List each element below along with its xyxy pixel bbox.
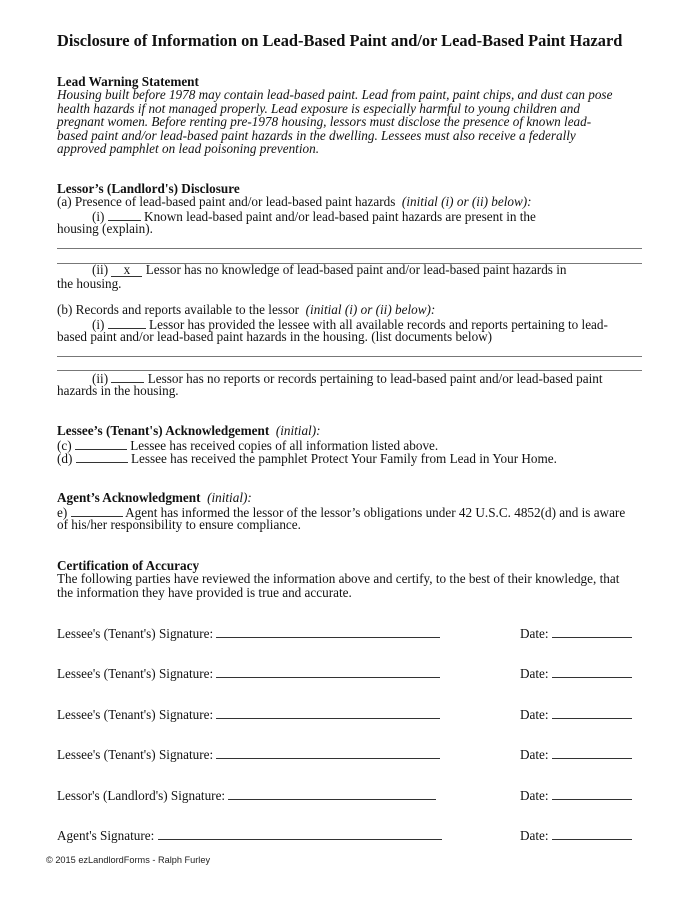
d-initial-field[interactable] bbox=[76, 451, 128, 463]
a-ii-text-cont: the housing. bbox=[57, 276, 122, 291]
signature-row-lessee-3 bbox=[57, 707, 440, 722]
signature-label: Lessee's (Tenant's) Signature: bbox=[57, 626, 214, 641]
signature-field[interactable] bbox=[216, 747, 440, 759]
agent-ack-heading-line bbox=[57, 491, 252, 505]
e-prefix: e) bbox=[57, 505, 68, 520]
signature-row-lessee-2 bbox=[57, 666, 440, 681]
a-i-prefix: (i) bbox=[92, 209, 105, 224]
lead-warning-line: approved pamphlet on lead poisoning prevention. bbox=[57, 141, 319, 156]
explain-line-1[interactable] bbox=[57, 248, 642, 249]
document-title: Disclosure of Information on Lead-Based Paint and/or Lead-Based Paint Hazard bbox=[57, 31, 623, 50]
signature-field[interactable] bbox=[216, 666, 440, 678]
date-label: Date: bbox=[520, 747, 549, 762]
section-b-instruction: (initial (i) or (ii) below): bbox=[305, 302, 436, 317]
c-text: Lessee has received copies of all information listed above. bbox=[130, 438, 439, 453]
signature-label: Lessee's (Tenant's) Signature: bbox=[57, 707, 214, 722]
date-field[interactable] bbox=[552, 626, 632, 638]
date-label: Date: bbox=[520, 707, 549, 722]
signature-label: Lessee's (Tenant's) Signature: bbox=[57, 747, 214, 762]
d-prefix: (d) bbox=[57, 451, 73, 466]
signature-field[interactable] bbox=[228, 788, 436, 800]
signature-row-agent bbox=[57, 828, 442, 843]
b-i-initial-field[interactable] bbox=[108, 317, 146, 329]
d-text: Lessee has received the pamphlet Protect Your Family from Lead in Your Home. bbox=[130, 451, 557, 466]
c-initial-field[interactable] bbox=[75, 438, 127, 450]
lessee-ack-instruction: (initial): bbox=[275, 423, 321, 438]
date-row bbox=[520, 666, 632, 681]
lessee-ack-heading-line bbox=[57, 424, 321, 438]
signature-row-lessor bbox=[57, 788, 436, 803]
date-label: Date: bbox=[520, 788, 549, 803]
certification-line: The following parties have reviewed the information above and certify, to the best of their knowledge, that bbox=[57, 571, 620, 586]
date-field[interactable] bbox=[552, 788, 632, 800]
a-i-text-cont: housing (explain). bbox=[57, 221, 153, 236]
agent-ack-instruction: (initial): bbox=[207, 490, 252, 505]
date-row bbox=[520, 788, 632, 803]
date-row bbox=[520, 626, 632, 641]
signature-label: Lessee's (Tenant's) Signature: bbox=[57, 666, 214, 681]
agent-ack-heading: Agent’s Acknowledgment bbox=[57, 490, 201, 505]
date-row bbox=[520, 707, 632, 722]
date-label: Date: bbox=[520, 626, 549, 641]
a-ii-initial-field[interactable]: x bbox=[111, 264, 142, 277]
lead-warning-line: health hazards if not managed properly. Lead exposure is especially harmful to young children and bbox=[57, 101, 580, 116]
a-ii-line bbox=[92, 263, 566, 277]
a-ii-prefix: (ii) bbox=[92, 262, 109, 277]
a-i-line bbox=[92, 209, 536, 224]
b-ii-text: Lessor has no reports or records pertaining to lead-based paint and/or lead-based paint bbox=[147, 371, 603, 386]
b-i-text: Lessor has provided the lessee with all available records and reports pertaining to lead- bbox=[149, 317, 608, 332]
signature-row-lessee-1 bbox=[57, 626, 440, 641]
lessor-disclosure-heading: Lessor’s (Landlord's) Disclosure bbox=[57, 181, 240, 196]
e-initial-field[interactable] bbox=[71, 505, 123, 517]
date-field[interactable] bbox=[552, 707, 632, 719]
lead-warning-line: based paint and/or lead-based paint hazards in the dwelling. Lessees must also receive a federally bbox=[57, 128, 576, 143]
lessee-ack-heading: Lessee’s (Tenant's) Acknowledgement bbox=[57, 423, 270, 438]
certification-heading: Certification of Accuracy bbox=[57, 558, 200, 573]
section-b-label: (b) Records and reports available to the lessor bbox=[57, 302, 300, 317]
signature-row-lessee-4 bbox=[57, 747, 440, 762]
signature-field[interactable] bbox=[158, 828, 442, 840]
signature-label: Agent's Signature: bbox=[57, 828, 155, 843]
d-line bbox=[57, 451, 557, 466]
date-label: Date: bbox=[520, 666, 549, 681]
date-row bbox=[520, 747, 632, 762]
section-a-instruction: (initial (i) or (ii) below): bbox=[401, 194, 532, 209]
date-label: Date: bbox=[520, 828, 549, 843]
b-i-prefix: (i) bbox=[92, 317, 105, 332]
date-row bbox=[520, 828, 632, 843]
a-i-text: Known lead-based paint and/or lead-based paint hazards are present in the bbox=[144, 209, 536, 224]
certification-line: the information they have provided is true and accurate. bbox=[57, 585, 352, 600]
lead-warning-heading: Lead Warning Statement bbox=[57, 74, 199, 89]
a-i-initial-field[interactable] bbox=[108, 209, 141, 221]
section-a-label: (a) Presence of lead-based paint and/or lead-based paint hazards bbox=[57, 194, 396, 209]
signature-field[interactable] bbox=[216, 707, 440, 719]
section-b-line bbox=[57, 303, 435, 317]
a-ii-text: Lessor has no knowledge of lead-based paint and/or lead-based paint hazards in bbox=[145, 262, 567, 277]
section-a-line bbox=[57, 195, 532, 209]
e-text: Agent has informed the lessor of the lessor’s obligations under 42 U.S.C. 4852(d) and is aware bbox=[125, 505, 626, 520]
b-ii-text-cont: hazards in the housing. bbox=[57, 383, 179, 398]
b-ii-prefix: (ii) bbox=[92, 371, 109, 386]
c-prefix: (c) bbox=[57, 438, 72, 453]
b-ii-initial-field[interactable] bbox=[111, 371, 144, 383]
lead-warning-line: Housing built before 1978 may contain lead-based paint. Lead from paint, paint chips, and dust can pose bbox=[57, 87, 613, 102]
documents-line-1[interactable] bbox=[57, 356, 642, 357]
signature-label: Lessor's (Landlord's) Signature: bbox=[57, 788, 226, 803]
date-field[interactable] bbox=[552, 828, 632, 840]
date-field[interactable] bbox=[552, 747, 632, 759]
e-text-cont: of his/her responsibility to ensure compliance. bbox=[57, 517, 301, 532]
date-field[interactable] bbox=[552, 666, 632, 678]
lead-warning-line: pregnant women. Before renting pre-1978 housing, lessors must disclose the presence of known lead- bbox=[57, 114, 592, 129]
b-i-text-cont: based paint and/or lead-based paint hazards in the housing. (list documents below) bbox=[57, 329, 493, 344]
signature-field[interactable] bbox=[216, 626, 440, 638]
copyright-footer: © 2015 ezLandlordForms - Ralph Furley bbox=[46, 855, 211, 865]
